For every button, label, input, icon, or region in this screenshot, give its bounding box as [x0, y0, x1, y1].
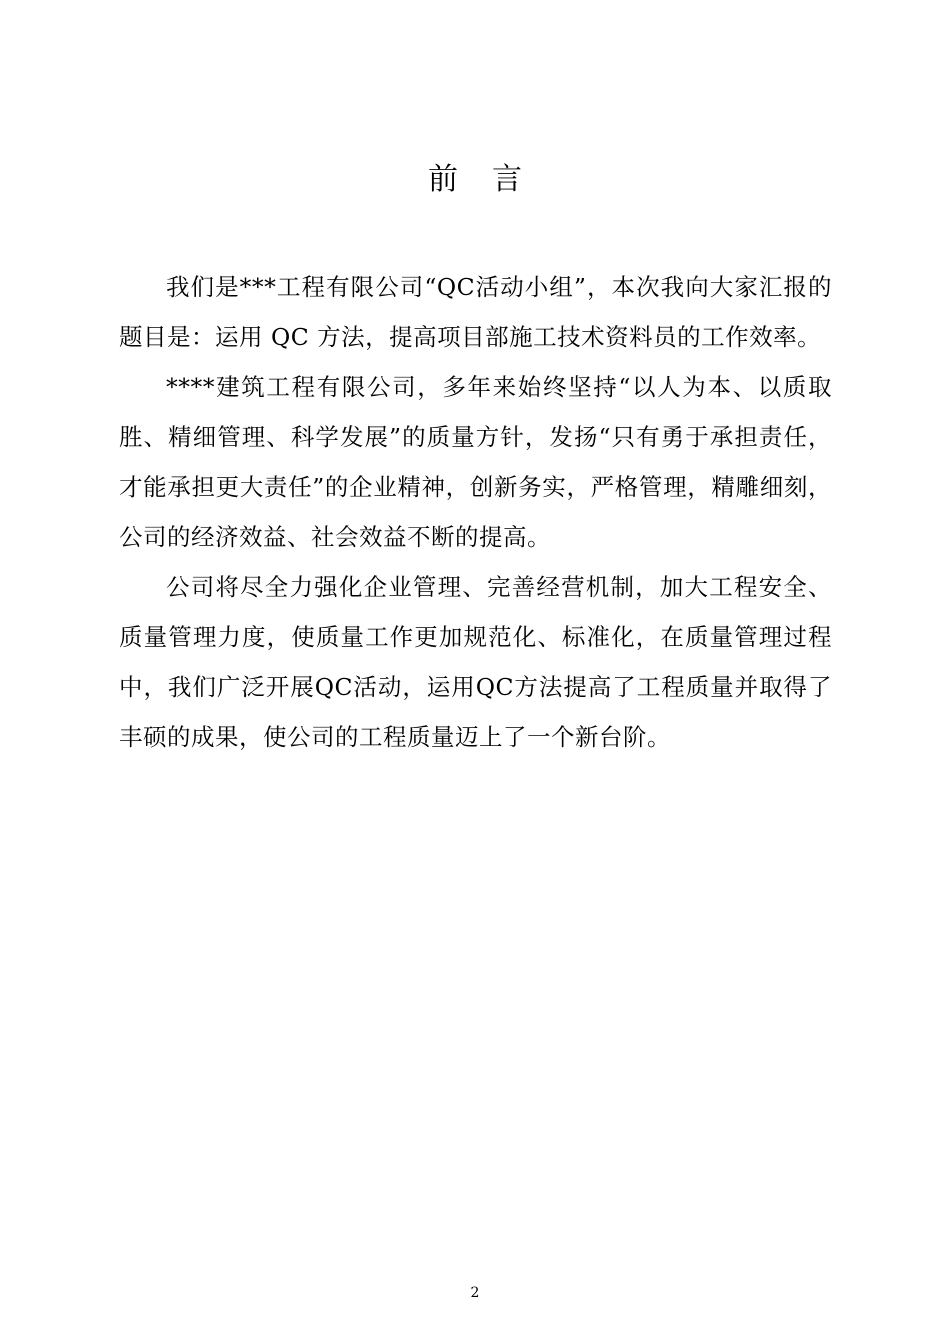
page-number: 2: [470, 1285, 480, 1301]
page-title: 前言: [428, 162, 556, 197]
paragraph-3: 公司将尽全力强化企业管理、完善经营机制，加大工程安全、质量管理力度，使质量工作更加规范化、标准化，在质量管理过程中，我们广泛开展QC活动，运用QC方法提高了工程质量并取得了丰硕的成果，使公司的工程质量迈上了一个新台阶。: [119, 573, 832, 751]
document-body: [119, 262, 832, 762]
paragraph-2: ****建筑工程有限公司，多年来始终坚持“以人为本、以质取胜、精细管理、科学发展”的质量方针，发扬“只有勇于承担责任，才能承担更大责任”的企业精神，创新务实，严格管理，精雕细刻，公司的经济效益、社会效益不断的提高。: [119, 373, 832, 551]
paragraph-1: 我们是***工程有限公司“QC活动小组”，本次我向大家汇报的题目是：运用 QC 方法，提高项目部施工技术资料员的工作效率。: [119, 273, 832, 351]
